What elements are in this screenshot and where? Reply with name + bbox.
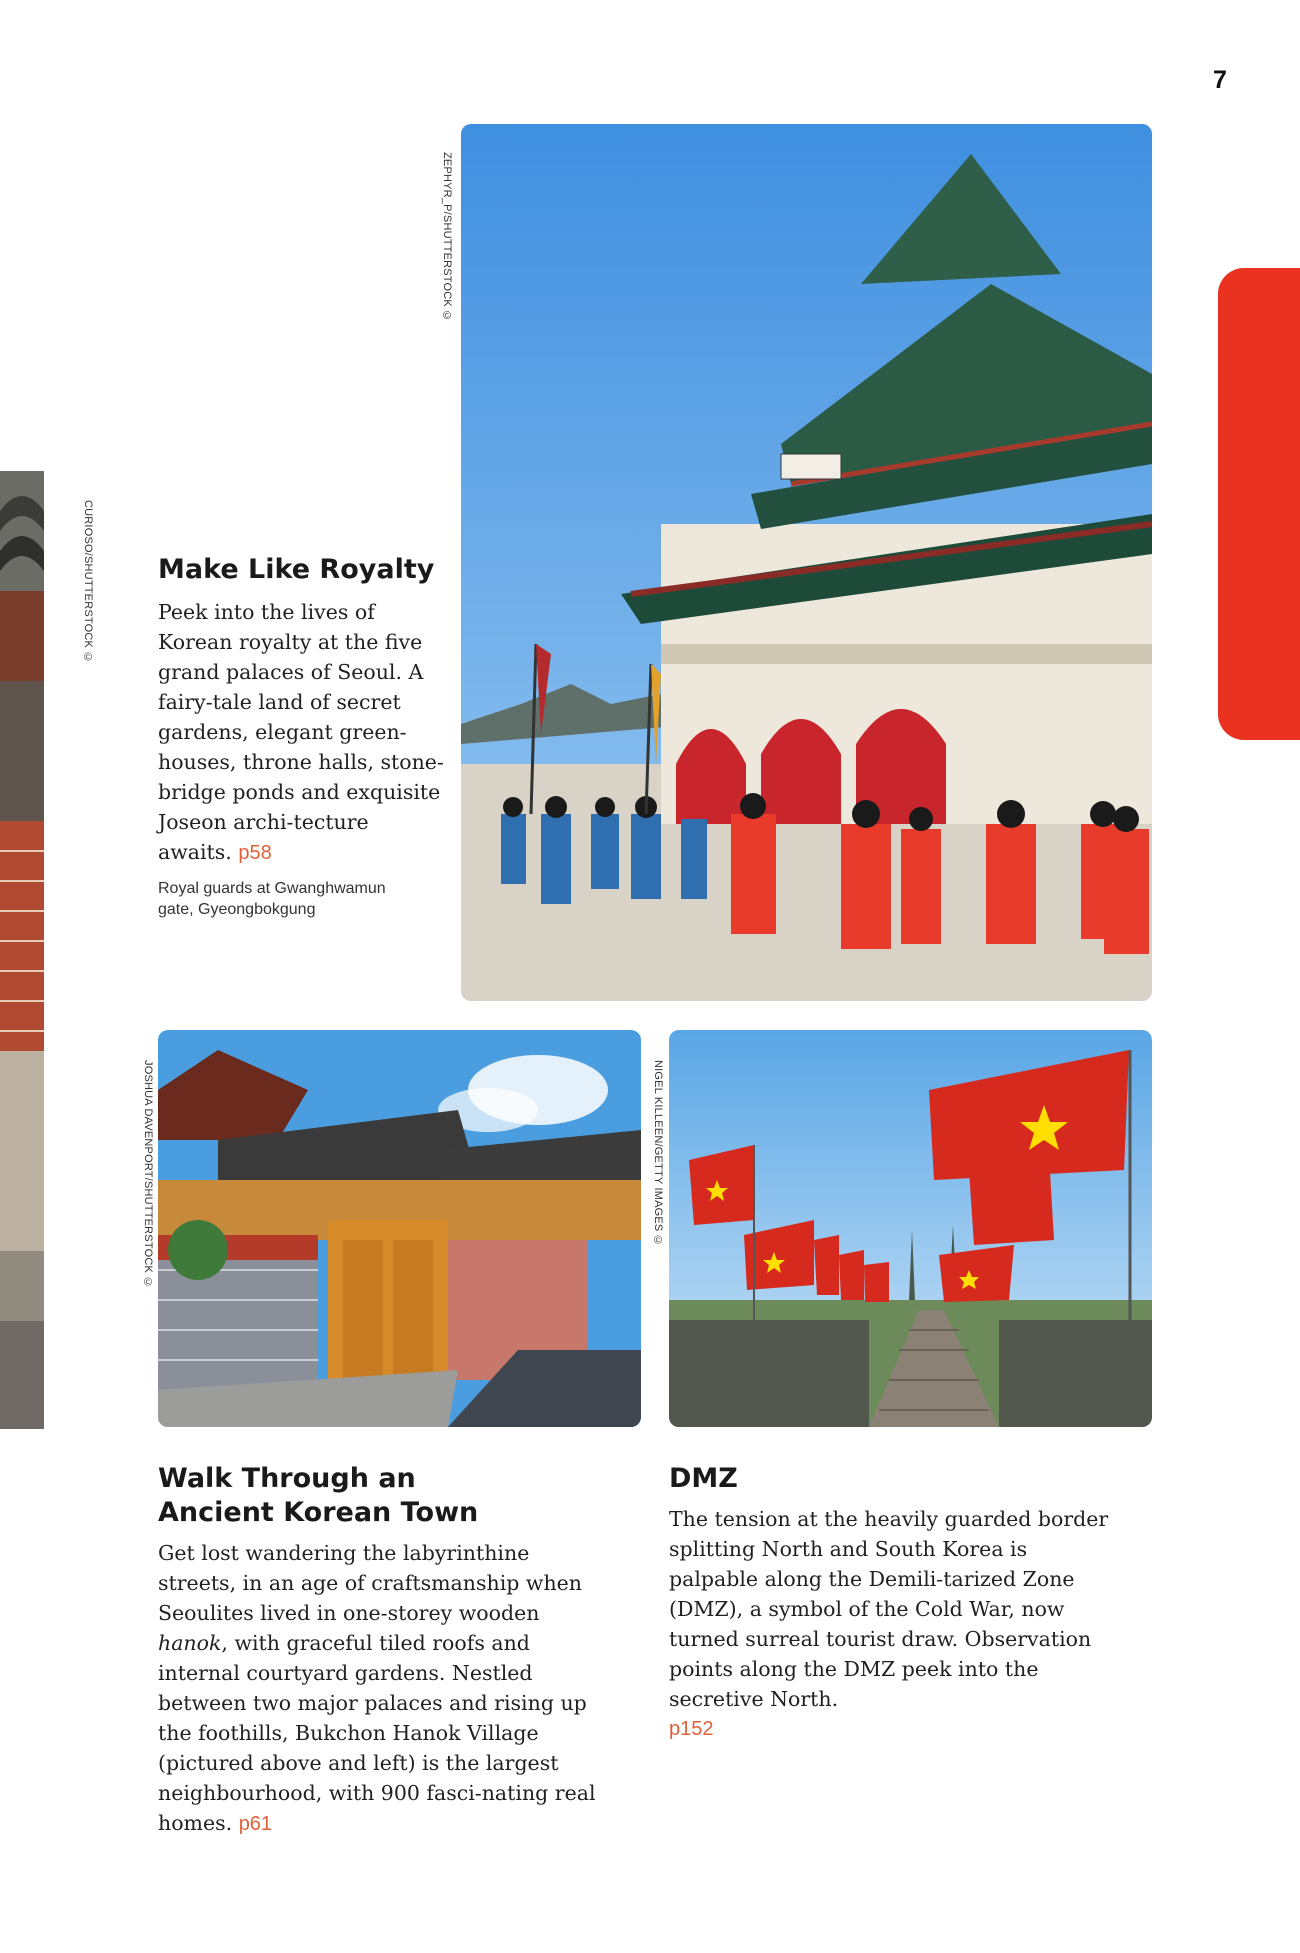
photo-credit-left-strip: CURIOSO/SHUTTERSTOCK © (82, 500, 94, 664)
royalty-body (158, 597, 448, 868)
dmz-body-text: The tension at the heavily guarded border splitting North and South Korea is palpable along the Demili-tarized Zone (DMZ), a symbol of the Cold War, now turned surreal tourist draw. Observation points along the DMZ peek into the secretive North. (669, 1507, 1109, 1711)
hanok-body (158, 1538, 598, 1839)
royalty-body-text: Peek into the lives of Korean royalty at the five grand palaces of Seoul. A fairy-tale land of secret gardens, elegant green-houses, throne halls, stone-bridge ponds and exquisite Joseon archi-tecture awaits. (158, 600, 444, 864)
royalty-page-ref[interactable]: p58 (238, 842, 272, 864)
left-edge-photo (0, 471, 44, 1429)
dmz-body (669, 1504, 1119, 1744)
gwanghwamun-photo (461, 124, 1152, 1001)
royalty-caption: Royal guards at Gwanghwamun gate, Gyeongbokgung (158, 880, 386, 918)
photo-credit-hanok: JOSHUA DAVENPORT/SHUTTERSTOCK © (142, 1060, 154, 1289)
hanok-body-after: , with graceful tiled roofs and internal courtyard gardens. Nestled between two major palaces and rising up the foothills, Bukchon Hanok Village (pictured above and left) is the largest neighbourhood, with 900 fasci-nating real homes. (158, 1631, 596, 1835)
chapter-tab (1218, 268, 1300, 740)
page-number: 7 (1213, 66, 1227, 94)
dmz-page-ref[interactable]: p152 (669, 1718, 714, 1740)
hanok-body-before: Get lost wandering the labyrinthine streets, in an age of craftsmanship when Seoulites lived in one-storey wooden (158, 1541, 582, 1625)
dmz-photo (669, 1030, 1152, 1427)
hanok-body-italic: hanok (158, 1631, 222, 1655)
dmz-title: DMZ (669, 1463, 738, 1494)
photo-credit-dmz: NIGEL KILLEEN/GETTY IMAGES © (652, 1060, 664, 1247)
royalty-title: Make Like Royalty (158, 554, 435, 585)
bukchon-hanok-photo (158, 1030, 641, 1427)
hanok-title: Walk Through an Ancient Korean Town (158, 1463, 479, 1528)
hanok-page-ref[interactable]: p61 (238, 1813, 273, 1835)
photo-credit-royalty: ZEPHYR_P/SHUTTERSTOCK © (441, 152, 453, 323)
